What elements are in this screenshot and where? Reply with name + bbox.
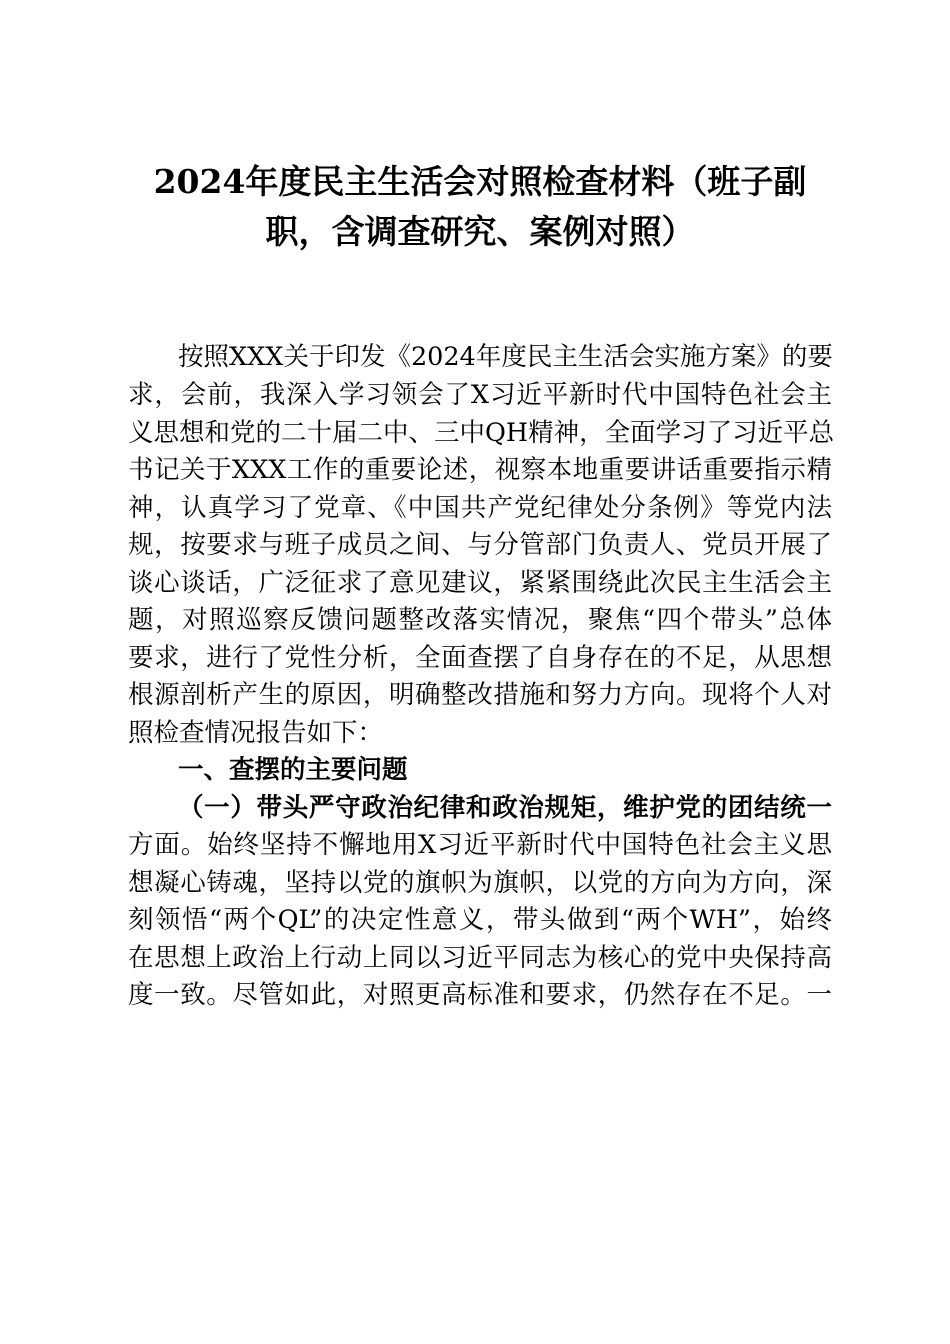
intro-paragraph-line: 要求，进行了党性分析，全面查摆了自身存在的不足，从思想 [128, 643, 832, 673]
intro-paragraph-line: 按照XXX关于印发《2024年度民主生活会实施方案》的要 [178, 342, 833, 372]
subsection-paragraph-line: 度一致。尽管如此，对照更高标准和要求，仍然存在不足。一 [128, 980, 832, 1010]
subsection-paragraph-line: 刻领悟“两个QL”的决定性意义，带头做到“两个WH”，始终 [128, 905, 832, 935]
intro-paragraph-line: 求，会前，我深入学习领会了X习近平新时代中国特色社会主 [128, 380, 832, 410]
section-heading: 一、查摆的主要问题 [178, 755, 408, 785]
intro-paragraph-line: 规，按要求与班子成员之间、与分管部门负责人、党员开展了 [128, 530, 832, 560]
intro-paragraph-line: 照检查情况报告如下： [128, 718, 384, 748]
subsection-paragraph-line: 在思想上政治上行动上同以习近平同志为核心的党中央保持高 [128, 943, 832, 973]
intro-paragraph-line: 谈心谈话，广泛征求了意见建议，紧紧围绕此次民主生活会主 [128, 568, 832, 598]
intro-paragraph-line: 神，认真学习了党章、《中国共产党纪律处分条例》等党内法 [128, 493, 832, 523]
intro-paragraph-line: 根源剖析产生的原因，明确整改措施和努力方向。现将个人对 [128, 680, 832, 710]
subsection-lead: （一）带头严守政治纪律和政治规矩，维护党的团结统一 [178, 793, 832, 823]
intro-paragraph-line: 义思想和党的二十届二中、三中QH精神，全面学习了习近平总 [128, 418, 835, 448]
subsection-paragraph-line: 方面。始终坚持不懈地用X习近平新时代中国特色社会主义思 [128, 830, 832, 860]
document-title-line-2: 职，含调查研究、案例对照） [265, 212, 695, 251]
intro-paragraph-line: 题，对照巡察反馈问题整改落实情况，聚焦“四个带头”总体 [128, 605, 832, 635]
subsection-paragraph-line: 想凝心铸魂，坚持以党的旗帜为旗帜，以党的方向为方向，深 [128, 868, 832, 898]
intro-paragraph-line: 书记关于XXX工作的重要论述，视察本地重要讲话重要指示精 [128, 455, 832, 485]
document-title-line-1: 2024年度民主生活会对照检查材料（班子副 [153, 162, 807, 201]
